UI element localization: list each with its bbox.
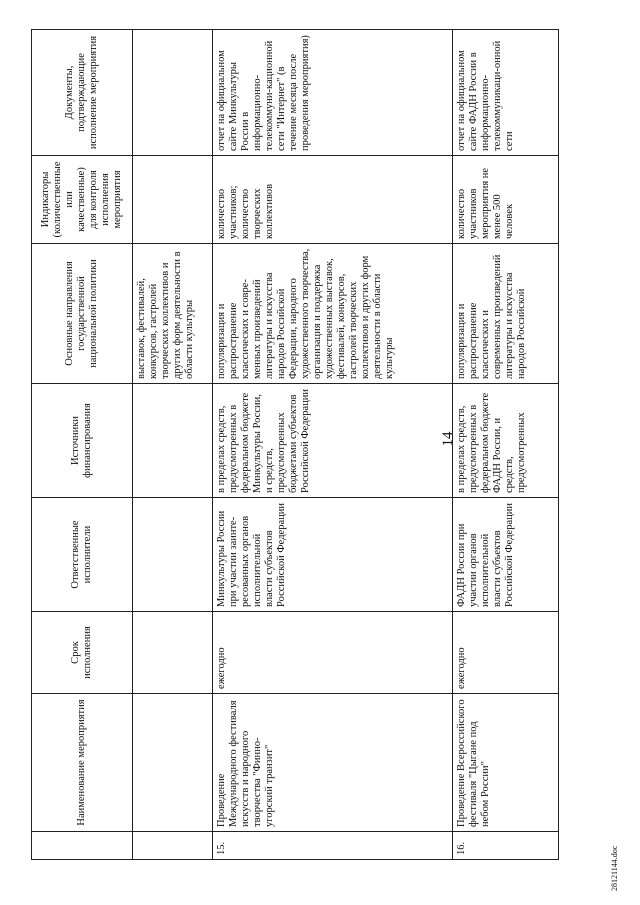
event-funding: в пределах средств, предусмотренных в федеральном бюджете ФАДН России, и средств, предусмотренных: [453, 384, 559, 498]
header-number: [32, 832, 133, 860]
event-indicators: количество участников; количество творческих коллективов: [213, 156, 453, 244]
event-documents: отчет на официальном сайте ФАДН России в информационно-телекоммуникаци-онной сети: [453, 30, 559, 156]
cell-empty: [133, 156, 213, 244]
event-policy: популяризация и распространение классических и совре-менных произведений литературы и искусства народов Российской Федерации, народного художественного творчества, организация и поддержка художественных выставок, фестивалей, конкурсов, гастролей творческих коллективов и других форм деятельности в области культуры: [213, 244, 453, 384]
event-name: Проведение Всероссийского фестиваля "Цыгане под небом России": [453, 694, 559, 832]
cell-empty: [133, 384, 213, 498]
cell-empty: [133, 694, 213, 832]
cell-empty: [133, 832, 213, 860]
header-term: Срок исполнения: [32, 612, 133, 694]
file-footer: 28121144.doc: [610, 845, 619, 891]
cell-policy-continuation: выставок, фестивалей, конкурсов, гастролей творческих коллективов и других форм деятельности в области культуры: [133, 244, 213, 384]
table-row: [213, 30, 453, 860]
row-number: 15.: [213, 832, 453, 860]
event-term: ежегодно: [213, 612, 453, 694]
header-policy: Основные направления государственной национальной политики: [32, 244, 133, 384]
header-documents: Документы, подтверждающие исполнение мероприятия: [32, 30, 133, 156]
cell-empty: [133, 498, 213, 612]
event-policy: популяризация и распространение классических и современных произведений литературы и искусства народов Российской: [453, 244, 559, 384]
header-executors: Ответственные исполнители: [32, 498, 133, 612]
event-executors: ФАДН России при участии органов исполнительной власти субъектов Российской Федерации: [453, 498, 559, 612]
table-header-row: [32, 30, 133, 860]
header-indicators: Индикаторы (количественные или качественные) для контроля исполнения мероприятия: [32, 156, 133, 244]
row-number: 16.: [453, 832, 559, 860]
event-term: ежегодно: [453, 612, 559, 694]
page-number: 14: [440, 431, 456, 447]
event-documents: отчет на официальном сайте Минкультуры России в информационно-телекоммуни-кационной сети "Интернет" (в течение месяца после проведения мероприятия): [213, 30, 453, 156]
event-executors: Минкультуры России при участии заинте-ресованных органов исполнительной власти субъектов Российской Федерации: [213, 498, 453, 612]
event-indicators: количество участников мероприятия не менее 500 человек: [453, 156, 559, 244]
event-funding: в пределах средств, предусмотренных в федеральном бюджете Минкультуры России, и средств, предусмотренных бюджетами субъектов Российской Федерации: [213, 384, 453, 498]
cell-empty: [133, 612, 213, 694]
table-row: [453, 30, 559, 860]
header-name: Наименование мероприятия: [32, 694, 133, 832]
cell-empty: [133, 30, 213, 156]
table-row: [133, 30, 213, 860]
header-funding: Источники финансирования: [32, 384, 133, 498]
event-name: Проведение Международного фестиваля искусств и народного творчества "Финно-угорский транзит": [213, 694, 453, 832]
action-plan-table: [31, 29, 559, 860]
